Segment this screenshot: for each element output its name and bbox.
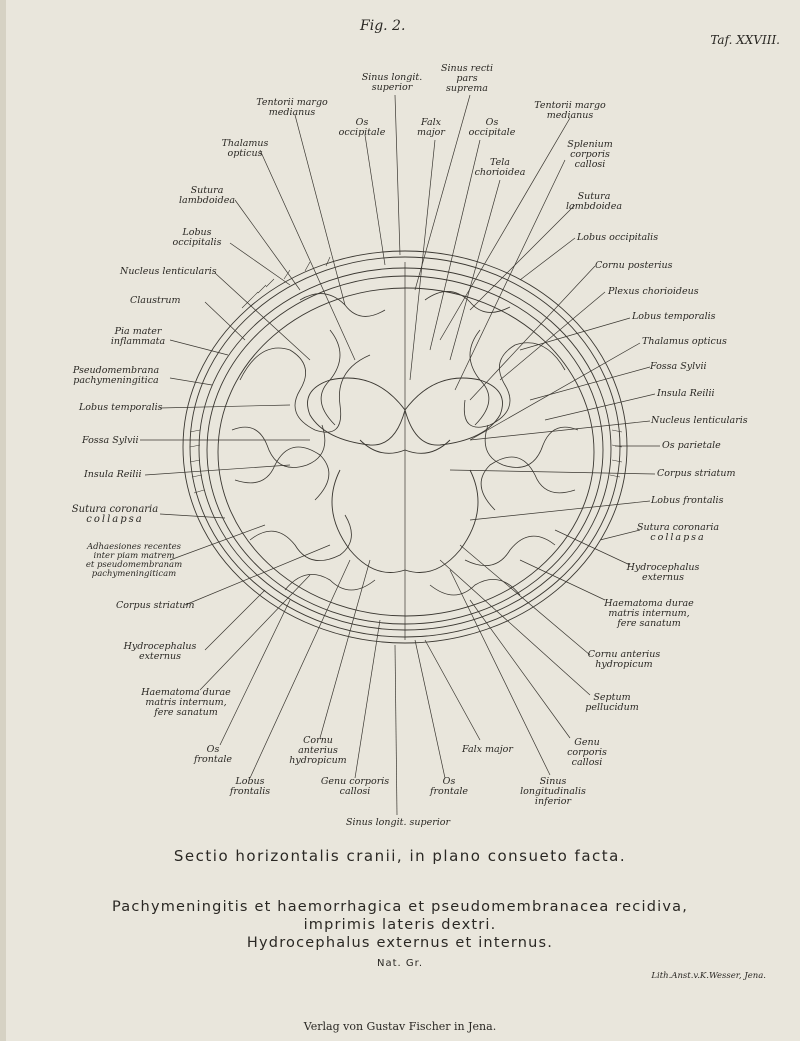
label-tentorii-margo-right: Tentorii margo medianus xyxy=(534,100,606,121)
label-sinus-longit-superior-top: Sinus longit. superior xyxy=(361,72,423,93)
scale-note: Nat. Gr. xyxy=(376,958,423,969)
label-cornu-anterius-right: Cornu anterius hydropicum xyxy=(587,649,661,670)
label-insula-reilii-right: Insula Reilii xyxy=(657,388,715,399)
label-lobus-frontalis-left: Lobus frontalis xyxy=(229,776,271,797)
pia-ring xyxy=(218,288,594,616)
label-claustrum: Claustrum xyxy=(130,295,181,306)
label-lobus-occipitalis-left: Lobus occipitalis xyxy=(172,227,222,248)
label-sinus-longit-superior-bottom: Sinus longit. superior xyxy=(345,817,451,828)
plate-number: Taf. XXVIII. xyxy=(710,33,780,47)
label-os-parietale: Os parietale xyxy=(662,440,721,451)
publisher-line: Verlag von Gustav Fischer in Jena. xyxy=(303,1020,497,1033)
section-caption: Sectio horizontalis cranii, in plano consueto facta. xyxy=(173,847,627,865)
label-plexus-chorioideus: Plexus chorioideus xyxy=(608,286,699,297)
label-thalamus-opticus-left: Thalamus opticus xyxy=(221,138,269,159)
label-hydrocephalus-left: Hydrocephalus externus xyxy=(123,641,197,662)
label-insula-reilii-left: Insula Reilii xyxy=(84,469,142,480)
label-fossa-sylvii-right: Fossa Sylvii xyxy=(650,361,707,372)
label-sinus-recti: Sinus recti pars suprema xyxy=(440,63,494,94)
label-septum-pellucidum: Septum pellucidum xyxy=(585,692,639,713)
label-hydrocephalus-right: Hydrocephalus externus xyxy=(626,562,700,583)
label-falx-major-bottom: Falx major xyxy=(462,744,513,755)
lithographer-credit: Lith.Anst.v.K.Wesser, Jena. xyxy=(651,971,766,981)
skull-hatching xyxy=(190,257,622,493)
label-os-frontale-left: Os frontale xyxy=(193,744,233,765)
label-lobus-temporalis-right: Lobus temporalis xyxy=(632,311,716,322)
label-lobus-occipitalis-right: Lobus occipitalis xyxy=(577,232,659,243)
label-cornu-anterius-bottom: Cornu anterius hydropicum xyxy=(289,735,347,766)
label-sinus-longitudinalis-inferior: Sinus longitudinalis inferior xyxy=(520,776,586,807)
label-sutura-coronaria-right: Sutura coronaria collapsa xyxy=(636,522,720,543)
label-fossa-sylvii-left: Fossa Sylvii xyxy=(82,435,139,446)
label-os-frontale-bottom: Os frontale xyxy=(429,776,469,797)
plate-title-line-1: Pachymeningitis et haemorrhagica et pseudomembranacea recidiva, xyxy=(112,899,688,915)
label-genu-right: Genu corporis callosi xyxy=(567,737,607,768)
label-tela-chorioidea: Tela chorioidea xyxy=(474,157,526,178)
label-os-occipitale-left: Os occipitale xyxy=(338,117,386,138)
label-thalamus-opticus-right: Thalamus opticus xyxy=(642,336,727,347)
plate-title-line-2: imprimis lateris dextri. xyxy=(303,917,497,933)
label-splenium: Splenium corporis callosi xyxy=(567,139,613,170)
label-tentorii-margo-left: Tentorii margo medianus xyxy=(256,97,328,118)
label-haematoma-left: Haematoma durae matris internum, fere sanatum xyxy=(141,687,231,718)
label-os-occipitale-right: Os occipitale xyxy=(468,117,516,138)
label-lobus-temporalis-left: Lobus temporalis xyxy=(79,402,163,413)
plate-title-line-3: Hydrocephalus externus et internus. xyxy=(246,935,554,951)
label-pseudomembrana: Pseudomembrana pachymeningitica xyxy=(72,365,160,386)
label-sutura-lambdoidea-left: Sutura lambdoidea xyxy=(179,185,235,206)
label-nucleus-lenticularis-right: Nucleus lenticularis xyxy=(651,415,748,426)
label-adhaesiones: Adhaesiones recentes inter piam matrem et pseudomembranam pachymeningiticam xyxy=(85,542,183,579)
label-nucleus-lenticularis-left: Nucleus lenticularis xyxy=(120,266,217,277)
label-pia-mater: Pia mater inflammata xyxy=(110,326,166,347)
label-haematoma-right: Haematoma durae matris internum, fere sanatum xyxy=(604,598,694,629)
label-lobus-frontalis-right: Lobus frontalis xyxy=(651,495,724,506)
label-sutura-lambdoidea-right: Sutura lambdoidea xyxy=(566,191,622,212)
label-genu-bottom: Genu corporis callosi xyxy=(320,776,390,797)
plate-title xyxy=(0,898,800,952)
label-corpus-striatum-left: Corpus striatum xyxy=(116,600,195,611)
label-cornu-posterius: Cornu posterius xyxy=(595,260,673,271)
label-corpus-striatum-right: Corpus striatum xyxy=(657,468,736,479)
label-sutura-coronaria-left: Sutura coronaria collapsa xyxy=(71,504,159,525)
figure-number: Fig. 2. xyxy=(360,18,406,34)
label-falx-major-top: Falx major xyxy=(417,117,445,138)
